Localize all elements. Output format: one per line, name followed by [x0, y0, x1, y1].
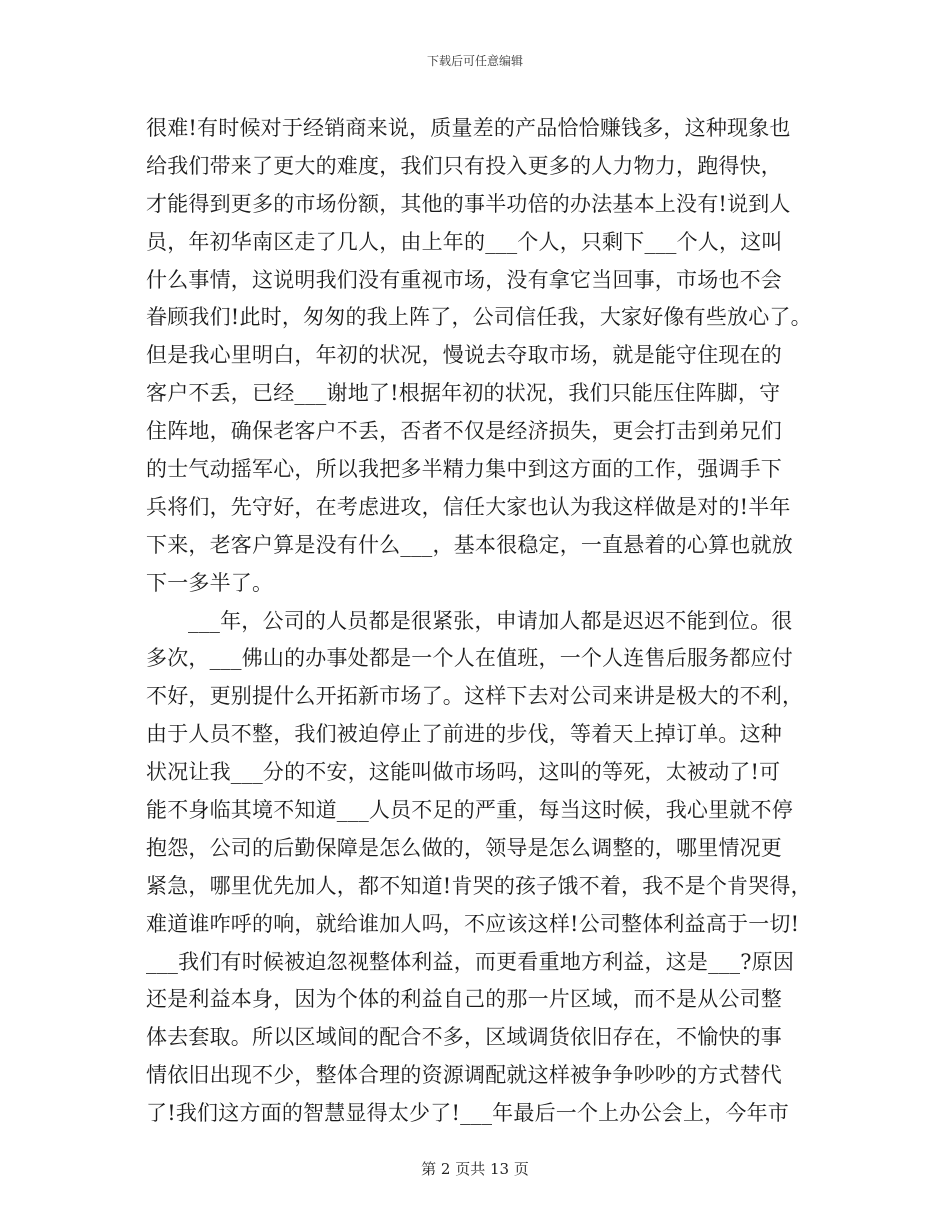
document-body: [146, 110, 826, 1133]
text-line: 不好，更别提什么开拓新市场了。这样下去对公司来讲是极大的不利，: [146, 684, 804, 709]
text-line: 但是我心里明白，年初的状况，慢说去夺取市场，就是能守住现在的: [146, 343, 782, 368]
text-line: 紧急，哪里优先加人，都不知道!肯哭的孩子饿不着，我不是个肯哭得，: [146, 873, 812, 898]
page-header: 下载后可任意编辑: [426, 54, 523, 68]
text-line: 才能得到更多的市场份额，其他的事半功倍的办法基本上没有!说到人: [146, 191, 791, 216]
text-line: 什么事情，这说明我们没有重视市场，没有拿它当回事，市场也不会: [146, 267, 782, 292]
text-line: 住阵地，确保老客户不丢，否者不仅是经济损失，更会打击到弟兄们: [146, 419, 782, 444]
text-line: 员，年初华南区走了几人，由上年的___个人，只剩下___个人，这叫: [146, 229, 783, 254]
text-line: 由于人员不整，我们被迫停止了前进的步伐，等着天上掉订单。这种: [146, 722, 782, 747]
text-line: 多次，___佛山的办事处都是一个人在值班，一个人连售后服务都应付: [146, 646, 793, 671]
text-line: ___我们有时候被迫忽视整体利益，而更看重地方利益，这是___?原因: [146, 949, 795, 974]
text-line: 的士气动摇军心，所以我把多半精力集中到这方面的工作，强调手下: [146, 457, 782, 482]
text-line: 能不身临其境不知道___人员不足的严重，每当这时候，我心里就不停: [146, 798, 793, 823]
text-line: 了!我们这方面的智慧显得太少了!___年最后一个上办公会上，今年市: [146, 1101, 789, 1126]
text-line: 兵将们，先守好，在考虑进攻，信任大家也认为我这样做是对的!半年: [146, 494, 791, 519]
text-line: 给我们带来了更大的难度，我们只有投入更多的人力物力，跑得快，: [146, 153, 782, 178]
text-line: 客户不丢，已经___谢地了!根据年初的状况，我们只能压住阵脚，守: [146, 381, 781, 406]
text-line: 状况让我___分的不安，这能叫做市场吗，这叫的等死，太被动了!可: [146, 760, 781, 785]
text-line: 难道谁咋呼的响，就给谁加人吗，不应该这样!公司整体利益高于一切!: [146, 911, 800, 936]
page-footer: 第 2 页共 13 页: [421, 1160, 529, 1178]
text-line: 体去套取。所以区域间的配合不多，区域调货依旧存在，不愉快的事: [146, 1025, 782, 1050]
paragraph-start-line: ___年，公司的人员都是很紧张，申请加人都是迟迟不能到位。很: [188, 608, 793, 633]
text-line: 还是利益本身，因为个体的利益自己的那一片区域，而不是从公司整: [146, 987, 782, 1012]
text-line: 抱怨，公司的后勤保障是怎么做的，领导是怎么调整的，哪里情况更: [146, 835, 782, 860]
text-line: 下来，老客户算是没有什么___，基本很稳定，一直悬着的心算也就放: [146, 532, 793, 557]
text-line: 下一多半了。: [146, 570, 274, 595]
text-line: 眷顾我们!此时，匆匆的我上阵了，公司信任我，大家好像有些放心了。: [146, 305, 812, 330]
text-line: 很难!有时候对于经销商来说，质量差的产品恰恰赚钱多，这种现象也: [146, 116, 791, 140]
text-line: 情依旧出现不少，整体合理的资源调配就这样被争争吵吵的方式替代: [146, 1063, 782, 1088]
